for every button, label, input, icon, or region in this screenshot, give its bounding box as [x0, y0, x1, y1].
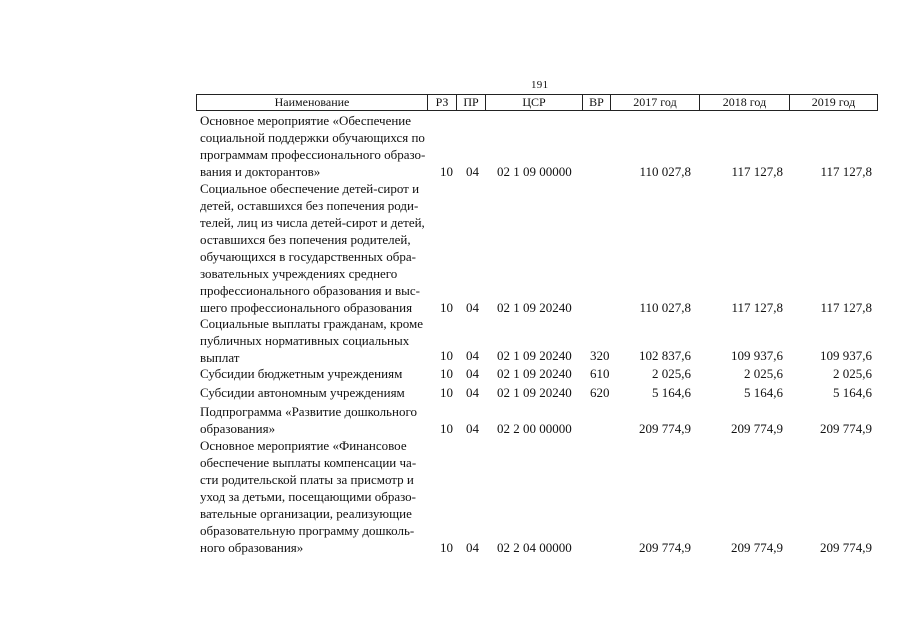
table-row	[0, 437, 905, 557]
row-csr: 02 1 09 20240	[497, 348, 572, 363]
row-pr: 04	[466, 164, 479, 179]
row-2017: 2 025,6	[652, 366, 691, 381]
row-rz: 10	[440, 385, 453, 400]
row-csr: 02 2 04 00000	[497, 540, 572, 555]
row-2019: 117 127,8	[820, 164, 872, 179]
table-row	[0, 384, 905, 402]
row-2018: 117 127,8	[731, 300, 783, 315]
header-2018: 2018 год	[699, 95, 789, 110]
row-pr: 04	[466, 366, 479, 381]
row-csr: 02 1 09 20240	[497, 385, 572, 400]
row-pr: 04	[466, 385, 479, 400]
row-name: Подпрограмма «Развитие дошкольного образования»	[200, 404, 417, 436]
row-csr: 02 1 09 20240	[497, 366, 572, 381]
row-2019: 209 774,9	[820, 421, 872, 436]
row-2018: 117 127,8	[731, 164, 783, 179]
row-csr: 02 2 00 00000	[497, 421, 572, 436]
header-vr: ВР	[582, 95, 610, 110]
row-2019: 209 774,9	[820, 540, 872, 555]
table-header	[196, 94, 878, 111]
row-2018: 209 774,9	[731, 421, 783, 436]
row-name: Основное мероприятие «Обеспечение социальной поддержки обучающихся по программам профессионального образо- вания и докторантов»	[200, 113, 426, 179]
row-rz: 10	[440, 348, 453, 363]
row-name: Социальное обеспечение детей-сирот и детей, оставшихся без попечения роди- телей, лиц из числа детей-сирот и детей, оставшихся без попечения родителей, обучающихся в государственных обра- зовательных учреждениях среднего профессионального образования и выс- шего профессионального образования	[200, 181, 425, 315]
row-rz: 10	[440, 366, 453, 381]
row-2017: 102 837,6	[639, 348, 691, 363]
row-pr: 04	[466, 421, 479, 436]
row-2019: 117 127,8	[820, 300, 872, 315]
row-pr: 04	[466, 540, 479, 555]
row-2017: 110 027,8	[639, 300, 691, 315]
row-csr: 02 1 09 20240	[497, 300, 572, 315]
row-2019: 5 164,6	[833, 385, 872, 400]
row-2018: 209 774,9	[731, 540, 783, 555]
row-2018: 5 164,6	[744, 385, 783, 400]
page-number: 191	[531, 79, 549, 91]
row-rz: 10	[440, 421, 453, 436]
row-rz: 10	[440, 540, 453, 555]
row-name: Социальные выплаты гражданам, кроме публичных нормативных социальных выплат	[200, 316, 423, 365]
row-2019: 109 937,6	[820, 348, 872, 363]
row-name: Основное мероприятие «Финансовое обеспечение выплаты компенсации ча- сти родительской платы за присмотр и уход за детьми, посещающими образо- вательные организации, реализующие образовательную программу дошколь- ного образования»	[200, 438, 417, 555]
row-2017: 5 164,6	[652, 385, 691, 400]
row-2018: 2 025,6	[744, 366, 783, 381]
row-2017: 209 774,9	[639, 540, 691, 555]
row-rz: 10	[440, 164, 453, 179]
row-vr: 620	[590, 385, 610, 400]
header-rz: РЗ	[427, 95, 456, 110]
row-vr: 610	[590, 366, 610, 381]
row-2018: 109 937,6	[731, 348, 783, 363]
row-2017: 110 027,8	[639, 164, 691, 179]
header-name: Наименование	[274, 95, 350, 109]
row-name: Субсидии бюджетным учреждениям	[200, 366, 403, 381]
header-2017: 2017 год	[610, 95, 699, 110]
row-csr: 02 1 09 00000	[497, 164, 572, 179]
header-pr: ПР	[456, 95, 485, 110]
row-pr: 04	[466, 300, 479, 315]
table-row	[0, 112, 905, 180]
table-row	[0, 365, 905, 383]
header-csr: ЦСР	[485, 95, 582, 110]
header-2019: 2019 год	[789, 95, 877, 110]
row-2019: 2 025,6	[833, 366, 872, 381]
row-pr: 04	[466, 348, 479, 363]
row-2017: 209 774,9	[639, 421, 691, 436]
table-row	[0, 180, 905, 316]
row-name: Субсидии автономным учреждениям	[200, 385, 405, 400]
table-row	[0, 315, 905, 366]
table-row	[0, 403, 905, 437]
row-vr: 320	[590, 348, 610, 363]
row-rz: 10	[440, 300, 453, 315]
